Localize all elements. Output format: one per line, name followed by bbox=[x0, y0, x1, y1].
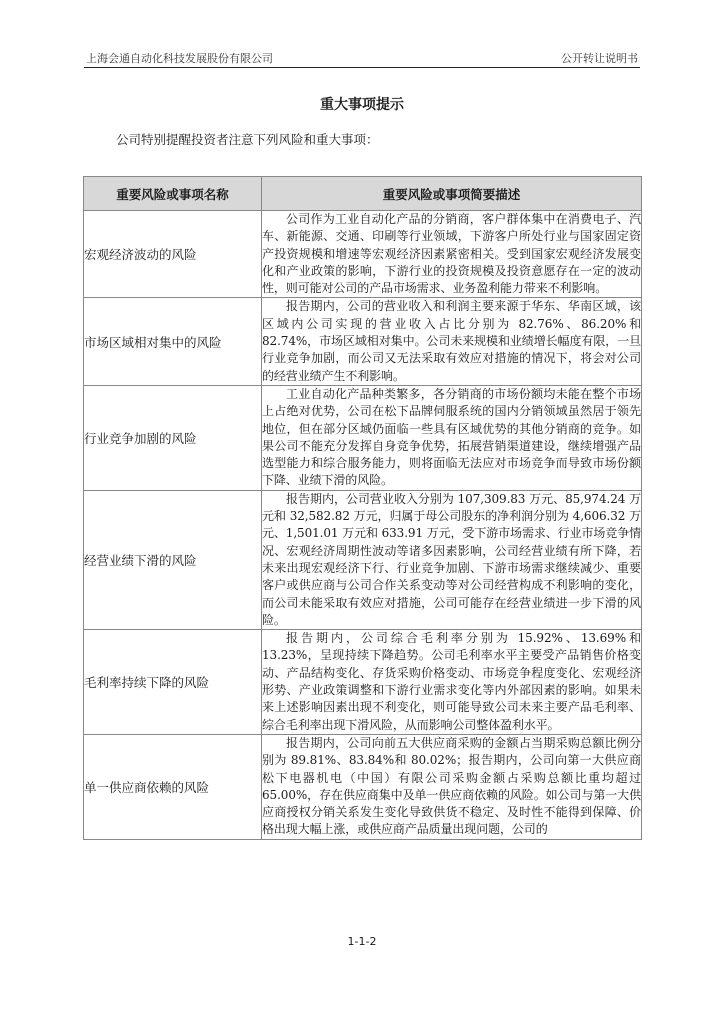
table-row bbox=[84, 211, 642, 298]
table-row bbox=[84, 298, 642, 385]
header-company: 上海会通自动化科技发展股份有限公司 bbox=[86, 52, 273, 65]
table-row bbox=[84, 734, 642, 839]
table-row bbox=[84, 385, 642, 490]
col-desc-header: 重要风险或事项简要描述 bbox=[262, 177, 642, 211]
table-header-row bbox=[84, 177, 642, 211]
risk-table bbox=[83, 176, 642, 840]
risk-description: 报告期内，公司综合毛利率分别为 15.92%、13.69%和 13.23%，呈现持续下降趋势。公司毛利率水平主要受产品销售价格变动、产品结构变化、存货采购价格变动、市场竞争程度变化、宏观经济形势、产业政策调整和下游行业需求变化等内外部因素的影响。如果未来上述影响因素出现不利变化，则可能导致公司未来主要产品毛利率、综合毛利率出现下滑风险，从而影响公司整体盈利水平。 bbox=[262, 630, 642, 735]
table-row bbox=[84, 630, 642, 735]
page-number: 1-1-2 bbox=[347, 935, 377, 948]
table-row bbox=[84, 490, 642, 629]
risk-name: 毛利率持续下降的风险 bbox=[84, 630, 262, 735]
risk-name: 宏观经济波动的风险 bbox=[84, 211, 262, 298]
header-divider bbox=[84, 67, 640, 68]
risk-description: 报告期内，公司的营业收入和利润主要来源于华东、华南区域，该区域内公司实现的营业收入占比分别为 82.76%、86.20%和 82.74%，市场区域相对集中。公司未来规模和业绩增长幅度有限，一旦行业竞争加剧，而公司又无法采取有效应对措施的情况下，将会对公司的经营业绩产生不利影响。 bbox=[262, 298, 642, 385]
col-name-header: 重要风险或事项名称 bbox=[84, 177, 262, 211]
risk-name: 市场区域相对集中的风险 bbox=[84, 298, 262, 385]
page-title: 重大事项提示 bbox=[320, 97, 404, 113]
risk-description: 报告期内，公司向前五大供应商采购的金额占当期采购总额比例分别为 89.81%、83.84%和 80.02%；报告期内，公司向第一大供应商松下电器机电（中国）有限公司采购金额占采购总额比重均超过 65.00%，存在供应商集中及单一供应商依赖的风险。如公司与第一大供应商授权分销关系发生变化导致供货不稳定、及时性不能得到保障、价格出现大幅上涨，或供应商产品质量出现问题，公司的 bbox=[262, 734, 642, 839]
risk-name: 单一供应商依赖的风险 bbox=[84, 734, 262, 839]
header-doc-type: 公开转让说明书 bbox=[561, 52, 638, 65]
risk-description: 报告期内，公司营业收入分别为 107,309.83 万元、85,974.24 万元和 32,582.82 万元，归属于母公司股东的净利润分别为 4,606.32 万元、1,501.01 万元和 633.91 万元，受下游市场需求、行业市场竞争情况、宏观经济周期性波动等诸多因素影响，公司经营业绩有所下降，若未来出现宏观经济下行、行业竞争加剧、下游市场需求继续减少、重要客户或供应商与公司合作关系变动等对公司经营构成不利影响的变化，而公司未能采取有效应对措施，公司可能存在经营业绩进一步下滑的风险。 bbox=[262, 490, 642, 629]
risk-name: 行业竞争加剧的风险 bbox=[84, 385, 262, 490]
risk-name: 经营业绩下滑的风险 bbox=[84, 490, 262, 629]
intro-text: 公司特别提醒投资者注意下列风险和重大事项： bbox=[116, 132, 379, 147]
risk-description: 工业自动化产品种类繁多，各分销商的市场份额均未能在整个市场上占绝对优势，公司在松下品牌伺服系统的国内分销领域虽然居于领先地位，但在部分区域仍面临一些具有区域优势的其他分销商的竞争。如果公司不能充分发挥自身竞争优势，拓展营销渠道建设，继续增强产品选型能力和综合服务能力，则将面临无法应对市场竞争而导致市场份额下降、业绩下滑的风险。 bbox=[262, 385, 642, 490]
risk-description: 公司作为工业自动化产品的分销商，客户群体集中在消费电子、汽车、新能源、交通、印刷等行业领域，下游客户所处行业与国家固定资产投资规模和增速等宏观经济因素紧密相关。受到国家宏观经济发展变化和产业政策的影响，下游行业的投资规模及投资意愿存在一定的波动性，则可能对公司的产品市场需求、业务盈利能力带来不利影响。 bbox=[262, 211, 642, 298]
